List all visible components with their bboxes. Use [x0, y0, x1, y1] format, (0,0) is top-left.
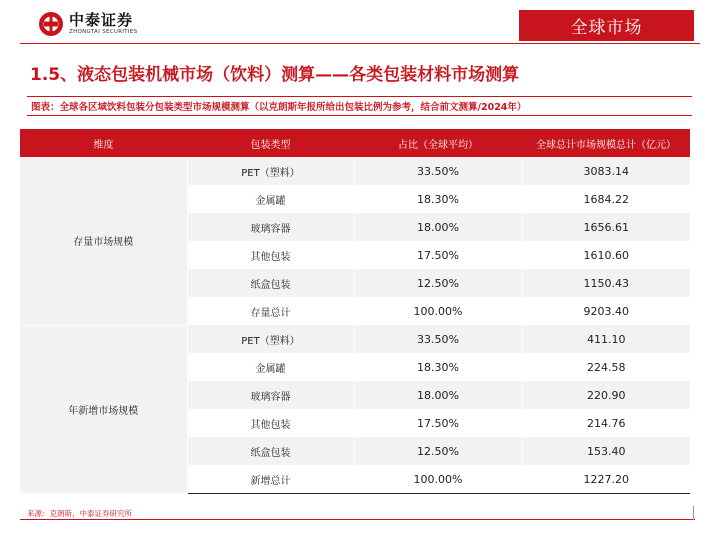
market-size-cell: 220.90: [522, 381, 690, 409]
package-type-cell: PET（塑料）: [187, 325, 354, 353]
package-type-cell: 存量总计: [187, 297, 354, 325]
market-size-cell: 1684.22: [522, 185, 690, 213]
page-title: 1.5、液态包装机械市场（饮料）测算——各类包装材料市场测算: [30, 65, 520, 85]
package-type-cell: 纸盒包装: [187, 269, 354, 297]
header-market-size: 全球总计市场规模总计（亿元）: [522, 129, 690, 157]
company-logo: [38, 11, 137, 37]
package-type-cell: 玻璃容器: [187, 381, 354, 409]
dimension-cell: 年新增市场规模: [20, 325, 187, 494]
zhongtai-logo-icon: [38, 11, 64, 37]
share-cell: 17.50%: [354, 241, 522, 269]
share-cell: 18.00%: [354, 213, 522, 241]
share-cell: 33.50%: [354, 325, 522, 353]
package-type-cell: 纸盒包装: [187, 437, 354, 465]
share-cell: 18.30%: [354, 353, 522, 381]
market-size-cell: 1656.61: [522, 213, 690, 241]
package-type-cell: 其他包装: [187, 409, 354, 437]
package-type-cell: 金属罐: [187, 185, 354, 213]
logo-chinese-name: 中泰证券: [69, 10, 134, 29]
market-size-cell: 224.58: [522, 353, 690, 381]
section-badge: 全球市场: [519, 10, 694, 41]
share-cell: 18.30%: [354, 185, 522, 213]
share-cell: 17.50%: [354, 409, 522, 437]
source-note: 来源：克朗斯，中泰证券研究所: [27, 509, 132, 518]
market-size-cell: 214.76: [522, 409, 690, 437]
market-size-cell: 1610.60: [522, 241, 690, 269]
package-type-cell: 其他包装: [187, 241, 354, 269]
table-row: [20, 157, 690, 185]
table-row: [20, 325, 690, 353]
market-size-cell: 9203.40: [522, 297, 690, 325]
market-size-cell: 1227.20: [522, 465, 690, 494]
share-cell: 100.00%: [354, 297, 522, 325]
footer-divider: [20, 519, 695, 520]
share-cell: 33.50%: [354, 157, 522, 185]
market-size-cell: 1150.43: [522, 269, 690, 297]
share-cell: 12.50%: [354, 437, 522, 465]
figure-caption: 图表：全球各区域饮料包装分包装类型市场规模测算（以克朗斯年报所给出包装比例为参考，结合前文测算/2024年）: [27, 96, 692, 116]
table-header-row: [20, 129, 690, 157]
share-cell: 12.50%: [354, 269, 522, 297]
market-size-cell: 153.40: [522, 437, 690, 465]
header-dimension: 维度: [20, 129, 187, 157]
package-type-cell: 玻璃容器: [187, 213, 354, 241]
header-divider: [20, 43, 700, 44]
package-type-cell: PET（塑料）: [187, 157, 354, 185]
share-cell: 18.00%: [354, 381, 522, 409]
logo-english-name: ZHONGTAI SECURITIES: [69, 28, 138, 35]
package-type-cell: 金属罐: [187, 353, 354, 381]
header-share: 占比（全球平均）: [354, 129, 522, 157]
package-type-cell: 新增总计: [187, 465, 354, 494]
footer-corner-mark: [693, 506, 694, 520]
table-body: [20, 157, 690, 494]
dimension-cell: 存量市场规模: [20, 157, 187, 325]
market-size-cell: 411.10: [522, 325, 690, 353]
header-package-type: 包装类型: [187, 129, 354, 157]
share-cell: 100.00%: [354, 465, 522, 494]
market-size-cell: 3083.14: [522, 157, 690, 185]
market-size-table: [20, 129, 690, 494]
